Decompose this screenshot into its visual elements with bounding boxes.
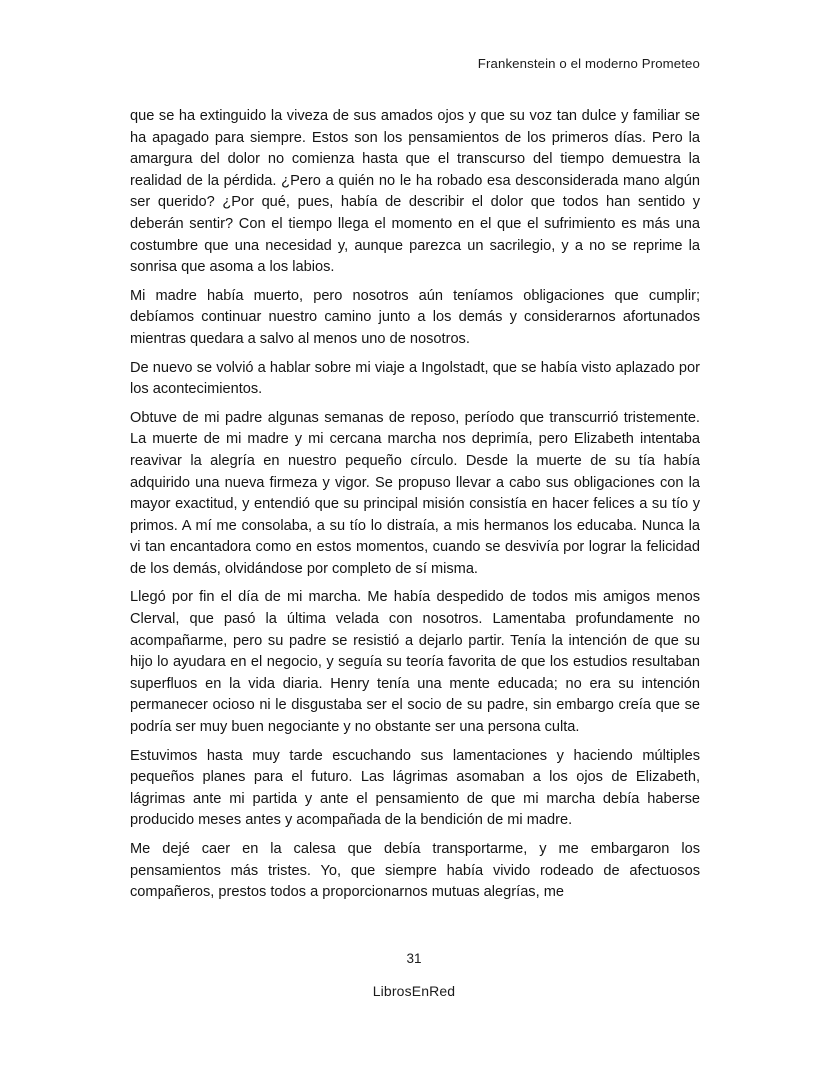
body-paragraph: que se ha extinguido la viveza de sus amados ojos y que su voz tan dulce y familiar se ha apagado para siempre. Estos son los pensamientos de los primeros días. Pero la amargura del dolor no comienza hasta que el transcurso del tiempo demuestra la realidad de la pérdida. ¿Pero a quién no le ha robado esa desconsiderada mano algún ser querido? ¿Por qué, pues, había de describir el dolor que todos han sentido y deberán sentir? Con el tiempo llega el momento en el que el sufrimiento es más una costumbre que una necesidad y, aunque parezca un sacrilegio, y a no se reprime la sonrisa que asoma a los labios. — [130, 108, 700, 276]
body-paragraph: Llegó por fin el día de mi marcha. Me había despedido de todos mis amigos menos Clerval, que pasó la última velada con nosotros. Lamentaba profundamente no acompañarme, pero su padre se resistió a dejarlo partir. Tenía la intención de que su hijo lo ayudara en el negocio, y seguía su teoría favorita de que los estudios resultaban superfluos en la vida diaria. Henry tenía una mente educada; no era su intención permanecer ocioso ni le disgustaba ser el socio de su padre, sin embargo creía que se podría ser muy buen negociante y no obstante ser una persona culta. — [130, 589, 700, 736]
body-paragraph: Me dejé caer en la calesa que debía transportarme, y me embargaron los pensamientos más tristes. Yo, que siempre había vivido rodeado de afectuosos compañeros, prestos todos a proporcionarnos mutuas alegrías, me — [130, 841, 700, 901]
publisher-imprint: LibrosEnRed — [372, 983, 456, 999]
body-paragraph: Estuvimos hasta muy tarde escuchando sus lamentaciones y haciendo múltiples pequeños planes para el futuro. Las lágrimas asomaban a los ojos de Elizabeth, lágrimas ante mi partida y ante el pensamiento de que mi marcha debía haberse producido meses antes y acompañada de la bendición de mi madre. — [130, 747, 700, 829]
body-paragraph: Mi madre había muerto, pero nosotros aún teníamos obligaciones que cumplir; debíamos continuar nuestro camino junto a los demás y considerarnos afortunados mientras quedara a salvo al menos uno de nosotros. — [130, 287, 700, 347]
page-number: 31 — [406, 951, 422, 966]
body-paragraph: Obtuve de mi padre algunas semanas de reposo, período que transcurrió tristemente. La muerte de mi madre y mi cercana marcha nos deprimía, pero Elizabeth intentaba reavivar la alegría en nuestro pequeño círculo. Desde la muerte de su tía había adquirido una nueva firmeza y vigor. Se propuso llevar a cabo sus obligaciones con la mayor exactitud, y entendió que su principal misión consistía en hacer felices a su tío y primos. A mí me consolaba, a su tío lo distraía, a mis hermanos los educaba. Nunca la vi tan encantadora como en estos momentos, cuando se desvivía por lograr la felicidad de los demás, olvidándose por completo de sí misma. — [130, 409, 700, 577]
running-header: Frankenstein o el moderno Prometeo — [477, 56, 700, 71]
body-paragraph: De nuevo se volvió a hablar sobre mi viaje a Ingolstadt, que se había visto aplazado por los acontecimientos. — [130, 359, 700, 398]
body-text-column — [130, 106, 700, 904]
